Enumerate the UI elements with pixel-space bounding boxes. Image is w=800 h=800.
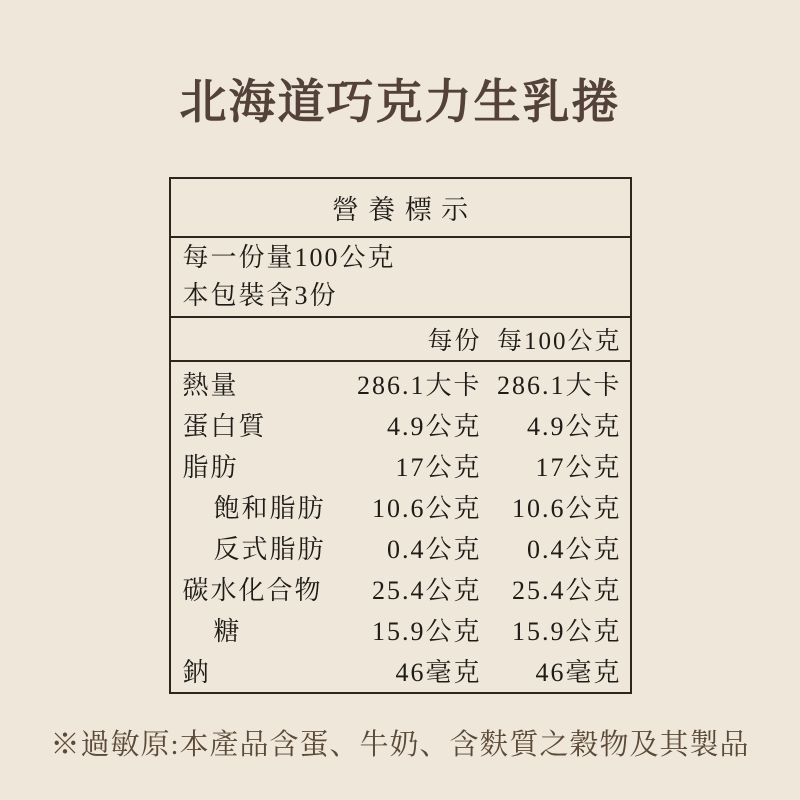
row-value-per-serving: 10.6公克 (371, 494, 482, 523)
table-row-protein (183, 404, 622, 445)
nutrition-table-title: 營養標示 (171, 179, 630, 238)
nutrition-table (169, 177, 632, 694)
row-value-per-serving: 286.1大卡 (356, 371, 482, 400)
nutrition-rows (171, 362, 630, 692)
table-row-saturated-fat (183, 486, 622, 527)
row-value-per-serving: 46毫克 (395, 658, 482, 687)
allergen-note: ※過敏原:本產品含蛋、牛奶、含麩質之穀物及其製品 (50, 729, 750, 761)
table-row-sugar (183, 609, 622, 650)
row-value-per-serving: 15.9公克 (371, 617, 482, 646)
servings-per-package-line: 本包裝含3份 (182, 281, 338, 310)
row-label: 鈉 (182, 658, 211, 687)
column-header-row (171, 318, 630, 362)
table-row-sodium (183, 650, 622, 691)
row-value-per-serving: 4.9公克 (386, 412, 482, 441)
row-value-per-100g: 4.9公克 (526, 412, 622, 441)
column-header-per-serving: 每份 (427, 328, 482, 355)
row-label: 熱量 (182, 371, 239, 400)
row-value-per-100g: 286.1大卡 (496, 371, 622, 400)
row-label: 脂肪 (182, 453, 239, 482)
row-value-per-serving: 17公克 (395, 453, 482, 482)
column-header-per-100g: 每100公克 (496, 328, 622, 355)
row-value-per-serving: 0.4公克 (386, 535, 482, 564)
serving-info-block (171, 238, 630, 318)
row-label: 碳水化合物 (182, 576, 323, 605)
table-row-calories (183, 363, 622, 404)
row-label: 飽和脂肪 (213, 494, 326, 523)
row-value-per-100g: 17公克 (535, 453, 622, 482)
row-value-per-100g: 10.6公克 (511, 494, 622, 523)
row-label: 蛋白質 (182, 412, 267, 441)
serving-size-line: 每一份量100公克 (182, 243, 396, 272)
row-label: 反式脂肪 (213, 535, 326, 564)
table-row-carbohydrate (183, 568, 622, 609)
row-value-per-100g: 0.4公克 (526, 535, 622, 564)
table-row-trans-fat (183, 527, 622, 568)
row-value-per-100g: 25.4公克 (511, 576, 622, 605)
table-row-fat (183, 445, 622, 486)
row-label: 糖 (213, 617, 242, 646)
row-value-per-100g: 15.9公克 (511, 617, 622, 646)
page-title: 北海道巧克力生乳捲 (179, 77, 621, 129)
row-value-per-100g: 46毫克 (535, 658, 622, 687)
row-value-per-serving: 25.4公克 (371, 576, 482, 605)
